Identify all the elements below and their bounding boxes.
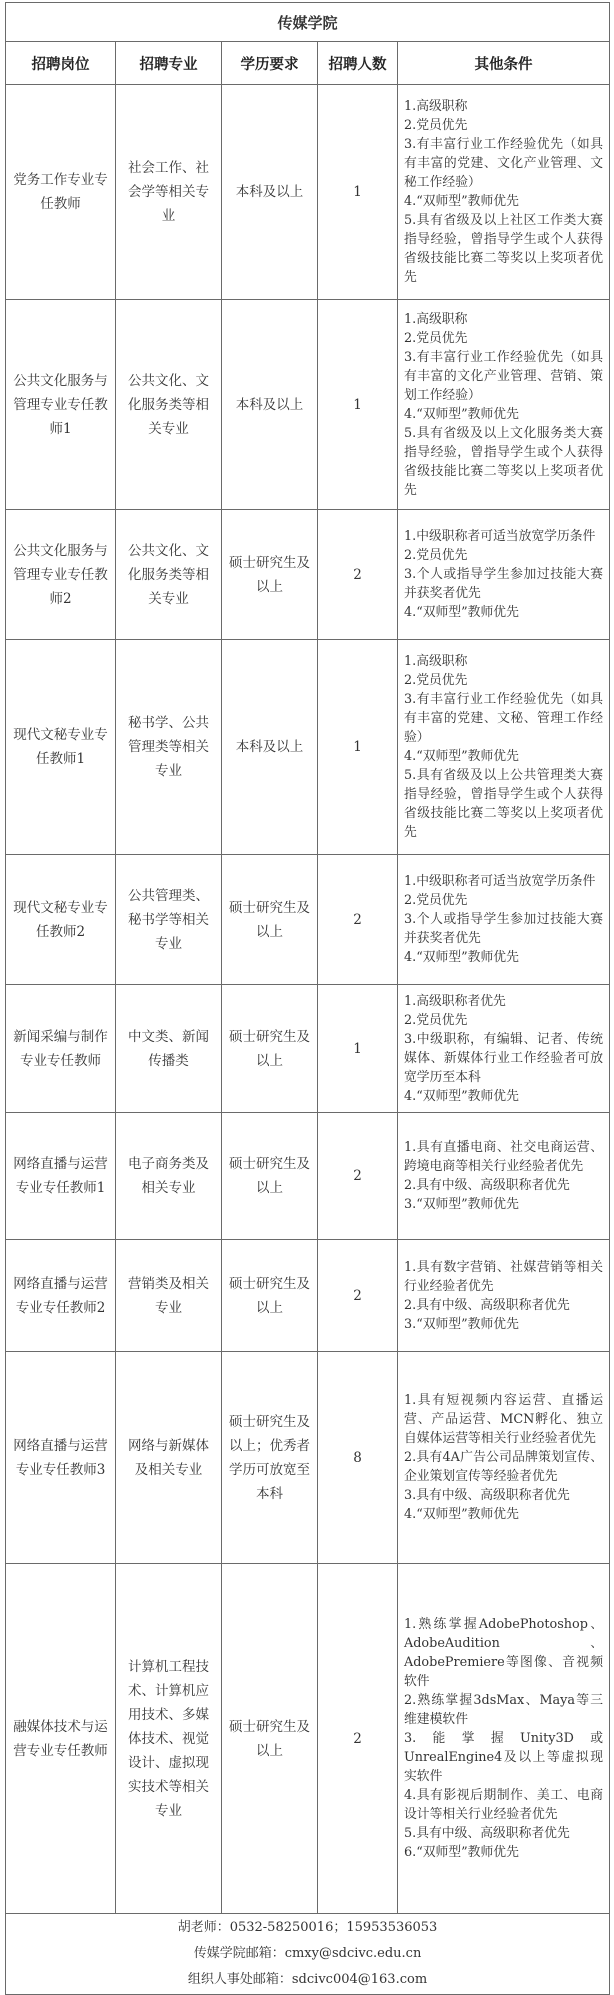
condition-item: 2.具有4A广告公司品牌策划宣传、企业策划宣传等经验者优先 bbox=[404, 1450, 604, 1484]
table-row bbox=[6, 855, 610, 985]
major-cell: 网络与新媒体及相关专业 bbox=[116, 1352, 222, 1564]
condition-item: 3.个人或指导学生参加过技能大赛并获奖者优先 bbox=[404, 567, 604, 601]
education-cell: 硕士研究生及以上 bbox=[222, 985, 318, 1113]
condition-item: 4.“双师型”教师优先 bbox=[404, 1507, 519, 1522]
education-cell: 硕士研究生及以上 bbox=[222, 1113, 318, 1240]
condition-item: 1.高级职称 bbox=[404, 99, 468, 114]
major-cell: 社会工作、社会学等相关专业 bbox=[116, 85, 222, 300]
major-cell: 秘书学、公共管理类等相关专业 bbox=[116, 640, 222, 855]
conditions-cell bbox=[398, 985, 610, 1113]
conditions-cell bbox=[398, 1352, 610, 1564]
count-cell: 2 bbox=[318, 1113, 398, 1240]
count-cell: 2 bbox=[318, 510, 398, 640]
condition-item: 2.党员优先 bbox=[404, 893, 468, 908]
major-cell: 公共管理类、秘书学等相关专业 bbox=[116, 855, 222, 985]
major-cell: 公共文化、文化服务类等相关专业 bbox=[116, 300, 222, 510]
condition-item: 1.高级职称 bbox=[404, 654, 468, 669]
table-row bbox=[6, 1564, 610, 1914]
position-cell: 党务工作专业专任教师 bbox=[6, 85, 116, 300]
condition-item: 5.具有中级、高级职称者优先 bbox=[404, 1826, 570, 1841]
table-row bbox=[6, 85, 610, 300]
header-education: 学历要求 bbox=[222, 42, 318, 85]
condition-item: 1.熟练掌握AdobePhotoshop、AdobeAudition、AdobePremiere等图像、音视频软件 bbox=[404, 1617, 604, 1689]
major-cell: 营销类及相关专业 bbox=[116, 1240, 222, 1352]
education-cell: 本科及以上 bbox=[222, 640, 318, 855]
count-cell: 8 bbox=[318, 1352, 398, 1564]
condition-item: 3.中级职称，有编辑、记者、传统媒体、新媒体行业工作经验者可放宽学历至本科 bbox=[404, 1031, 604, 1085]
count-cell: 1 bbox=[318, 85, 398, 300]
condition-item: 3.有丰富行业工作经验优先（如具有丰富的党建、文秘、管理工作经验） bbox=[404, 692, 604, 745]
college-email: 传媒学院邮箱：cmxy@sdcivc.edu.cn bbox=[193, 1946, 422, 1961]
condition-item: 3.“双师型”教师优先 bbox=[404, 1197, 519, 1212]
position-cell: 公共文化服务与管理专业专任教师1 bbox=[6, 300, 116, 510]
table-row bbox=[6, 510, 610, 640]
condition-item: 1.中级职称者可适当放宽学历条件 bbox=[404, 529, 596, 544]
condition-item: 4.“双师型”教师优先 bbox=[404, 950, 519, 965]
header-count: 招聘人数 bbox=[318, 42, 398, 85]
count-cell: 1 bbox=[318, 985, 398, 1113]
condition-item: 4.“双师型”教师优先 bbox=[404, 194, 519, 209]
major-cell: 计算机工程技术、计算机应用技术、多媒体技术、视觉设计、虚拟现实技术等相关专业 bbox=[116, 1564, 222, 1914]
condition-item: 3.有丰富行业工作经验优先（如具有丰富的党建、文化产业管理、文秘工作经验） bbox=[404, 137, 604, 190]
major-cell: 电子商务类及相关专业 bbox=[116, 1113, 222, 1240]
header-conditions: 其他条件 bbox=[398, 42, 610, 85]
conditions-cell bbox=[398, 85, 610, 300]
table-row bbox=[6, 640, 610, 855]
condition-item: 5.具有省级及以上公共管理类大赛指导经验，曾指导学生或个人获得省级技能比赛二等奖以上奖项者优先 bbox=[404, 768, 604, 840]
condition-item: 3.能掌握Unity3D或UnrealEngine4及以上等虚拟现实软件 bbox=[404, 1731, 604, 1784]
count-cell: 2 bbox=[318, 1564, 398, 1914]
condition-item: 2.党员优先 bbox=[404, 118, 468, 133]
condition-item: 4.“双师型”教师优先 bbox=[404, 605, 519, 620]
table-row bbox=[6, 300, 610, 510]
header-position: 招聘岗位 bbox=[6, 42, 116, 85]
condition-item: 1.具有数字营销、社媒营销等相关行业经验者优先 bbox=[404, 1259, 604, 1294]
hr-email: 组织人事处邮箱：sdcivc004@163.com bbox=[187, 1972, 428, 1987]
conditions-cell bbox=[398, 640, 610, 855]
contact-phone: 胡老师：0532-58250016；15953536053 bbox=[177, 1920, 438, 1935]
education-cell: 本科及以上 bbox=[222, 300, 318, 510]
recruitment-sheet bbox=[5, 2, 609, 1995]
education-cell: 硕士研究生及以上 bbox=[222, 855, 318, 985]
position-cell: 现代文秘专业专任教师1 bbox=[6, 640, 116, 855]
condition-item: 3.有丰富行业工作经验优先（如具有丰富的文化产业管理、营销、策划工作经验） bbox=[404, 349, 604, 403]
education-cell: 硕士研究生及以上 bbox=[222, 510, 318, 640]
condition-item: 2.具有中级、高级职称者优先 bbox=[404, 1178, 570, 1193]
condition-item: 3.具有中级、高级职称者优先 bbox=[404, 1488, 570, 1503]
table-body bbox=[6, 85, 610, 1914]
condition-item: 1.高级职称 bbox=[404, 311, 468, 327]
table-row bbox=[6, 1113, 610, 1240]
condition-item: 3.个人或指导学生参加过技能大赛并获奖者优先 bbox=[404, 912, 604, 946]
position-cell: 融媒体技术与运营专业专任教师 bbox=[6, 1564, 116, 1914]
position-cell: 新闻采编与制作专业专任教师 bbox=[6, 985, 116, 1113]
conditions-cell bbox=[398, 510, 610, 640]
condition-item: 1.高级职称者优先 bbox=[404, 993, 506, 1009]
count-cell: 1 bbox=[318, 300, 398, 510]
condition-item: 2.具有中级、高级职称者优先 bbox=[404, 1297, 570, 1313]
condition-item: 2.党员优先 bbox=[404, 673, 468, 688]
condition-item: 5.具有省级及以上文化服务类大赛指导经验，曾指导学生或个人获得省级技能比赛二等奖以上奖项者优先 bbox=[404, 425, 604, 498]
position-cell: 公共文化服务与管理专业专任教师2 bbox=[6, 510, 116, 640]
conditions-cell bbox=[398, 1240, 610, 1352]
count-cell: 2 bbox=[318, 855, 398, 985]
position-cell: 网络直播与运营专业专任教师2 bbox=[6, 1240, 116, 1352]
header-major: 招聘专业 bbox=[116, 42, 222, 85]
education-cell: 本科及以上 bbox=[222, 85, 318, 300]
recruitment-table bbox=[5, 2, 610, 1995]
condition-item: 6.“双师型”教师优先 bbox=[404, 1845, 519, 1860]
education-cell: 硕士研究生及以上；优秀者学历可放宽至本科 bbox=[222, 1352, 318, 1564]
condition-item: 3.“双师型”教师优先 bbox=[404, 1316, 519, 1332]
condition-item: 2.党员优先 bbox=[404, 548, 468, 563]
position-cell: 网络直播与运营专业专任教师3 bbox=[6, 1352, 116, 1564]
conditions-cell bbox=[398, 855, 610, 985]
table-title: 传媒学院 bbox=[6, 3, 610, 42]
condition-item: 5.具有省级及以上社区工作类大赛指导经验，曾指导学生或个人获得省级技能比赛二等奖以上奖项者优先 bbox=[404, 213, 604, 285]
table-row bbox=[6, 1240, 610, 1352]
table-row bbox=[6, 985, 610, 1113]
condition-item: 2.熟练掌握3dsMax、Maya等三维建模软件 bbox=[404, 1693, 604, 1727]
table-row bbox=[6, 1352, 610, 1564]
major-cell: 中文类、新闻传播类 bbox=[116, 985, 222, 1113]
condition-item: 1.中级职称者可适当放宽学历条件 bbox=[404, 874, 596, 889]
condition-item: 1.具有直播电商、社交电商运营、跨境电商等相关行业经验者优先 bbox=[404, 1140, 604, 1174]
condition-item: 4.“双师型”教师优先 bbox=[404, 1088, 519, 1104]
footer-contact-block bbox=[6, 1914, 610, 1995]
position-cell: 现代文秘专业专任教师2 bbox=[6, 855, 116, 985]
condition-item: 2.党员优先 bbox=[404, 1012, 468, 1028]
conditions-cell bbox=[398, 1564, 610, 1914]
condition-item: 4.具有影视后期制作、美工、电商设计等相关行业经验者优先 bbox=[404, 1788, 604, 1822]
education-cell: 硕士研究生及以上 bbox=[222, 1240, 318, 1352]
condition-item: 1.具有短视频内容运营、直播运营、产品运营、MCN孵化、独立自媒体运营等相关行业经验者优先 bbox=[404, 1393, 604, 1446]
condition-item: 2.党员优先 bbox=[404, 330, 468, 346]
conditions-cell bbox=[398, 1113, 610, 1240]
education-cell: 硕士研究生及以上 bbox=[222, 1564, 318, 1914]
conditions-cell bbox=[398, 300, 610, 510]
header-row bbox=[6, 42, 610, 85]
count-cell: 2 bbox=[318, 1240, 398, 1352]
condition-item: 4.“双师型”教师优先 bbox=[404, 406, 519, 422]
position-cell: 网络直播与运营专业专任教师1 bbox=[6, 1113, 116, 1240]
condition-item: 4.“双师型”教师优先 bbox=[404, 749, 519, 764]
major-cell: 公共文化、文化服务类等相关专业 bbox=[116, 510, 222, 640]
count-cell: 1 bbox=[318, 640, 398, 855]
